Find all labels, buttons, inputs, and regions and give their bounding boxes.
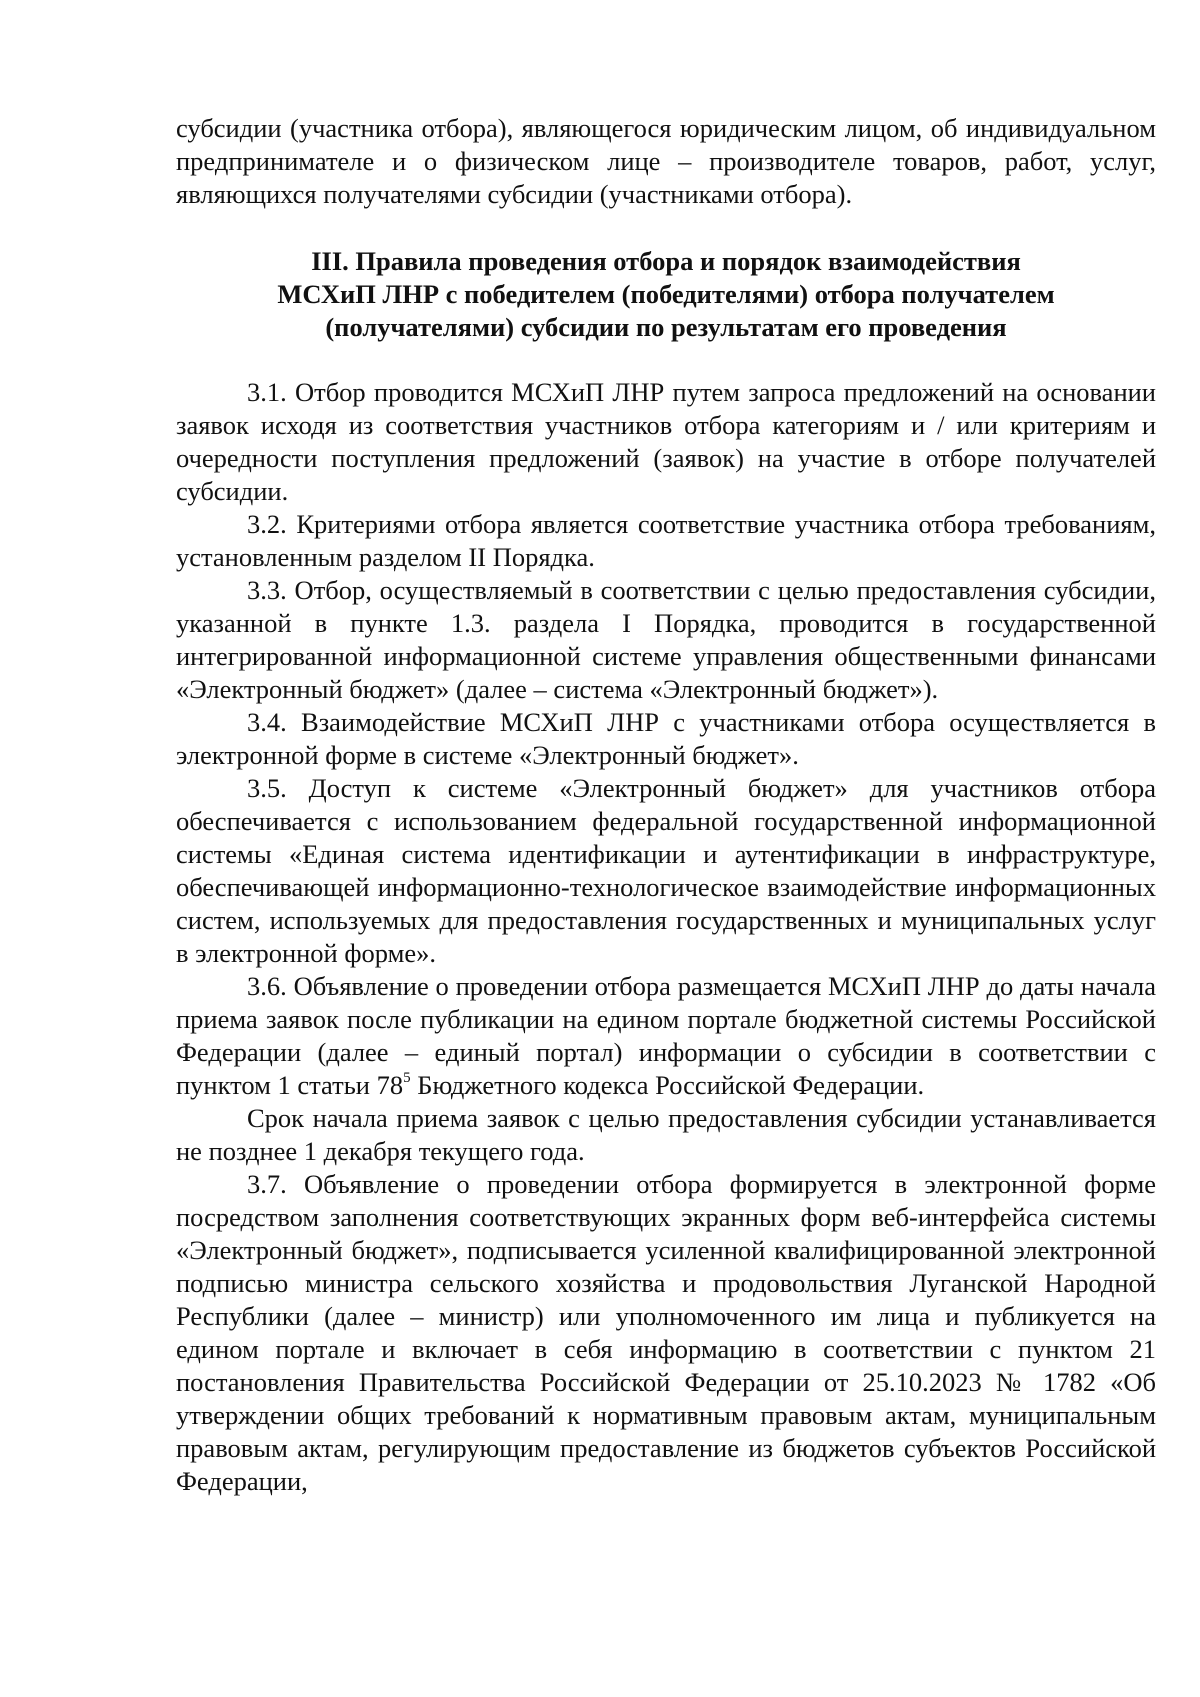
intro-paragraph: субсидии (участника отбора), являющегося юридическим лицом, об индивидуальном предпринимателе и о физическом лице – производителе товаров, работ, услуг, являющихся получателями субсидии (участниками отбора). [176, 113, 1156, 209]
paragraph-3-3: 3.3. Отбор, осуществляемый в соответствии с целью предоставления субсидии, указанной в пункте 1.3. раздела I Порядка, проводится в государственной интегрированной информационной системе управления общественными финансами «Электронный бюджет» (далее – система «Электронный бюджет»). [176, 575, 1156, 704]
article-superscript: 5 [403, 1070, 411, 1087]
paragraph-deadline: Срок начала приема заявок с целью предоставления субсидии устанавливается не позднее 1 декабря текущего года. [176, 1103, 1156, 1166]
paragraph-3-4: 3.4. Взаимодействие МСХиП ЛНР с участниками отбора осуществляется в электронной форме в системе «Электронный бюджет». [176, 707, 1156, 770]
section-heading [176, 245, 1156, 344]
paragraph-3-2: 3.2. Критериями отбора является соответствие участника отбора требованиям, установленным разделом II Порядка. [176, 509, 1156, 572]
section-heading-line-2: МСХиП ЛНР с победителем (победителями) отбора получателем [277, 279, 1055, 309]
paragraph-3-6-text: 3.6. Объявление о проведении отбора размещается МСХиП ЛНР до даты начала приема заявок после публикации на едином портале бюджетной системы Российской Федерации (далее – единый портал) информации о субсидии в соответствии с пунктом 1 статьи 78 [176, 971, 1156, 1100]
document-body [176, 112, 1156, 1498]
section-heading-line-1: III. Правила проведения отбора и порядок взаимодействия [311, 246, 1021, 276]
paragraph-3-6 [176, 970, 1156, 1102]
paragraph-3-6-tail: Бюджетного кодекса Российской Федерации. [410, 1070, 925, 1100]
paragraph-3-1: 3.1. Отбор проводится МСХиП ЛНР путем запроса предложений на основании заявок исходя из соответствия участников отбора категориям и / или критериям и очередности поступления предложений (заявок) на участие в отборе получателей субсидии. [176, 377, 1156, 506]
paragraph-3-5: 3.5. Доступ к системе «Электронный бюджет» для участников отбора обеспечивается с использованием федеральной государственной информационной системы «Единая система идентификации и аутентификации в инфраструктуре, обеспечивающей информационно-технологическое взаимодействие информационных систем, используемых для предоставления государственных и муниципальных услуг в электронной форме». [176, 773, 1156, 968]
section-heading-line-3: (получателями) субсидии по результатам его проведения [325, 312, 1007, 342]
paragraph-3-7: 3.7. Объявление о проведении отбора формируется в электронной форме посредством заполнения соответствующих экранных форм веб-интерфейса системы «Электронный бюджет», подписывается усиленной квалифицированной электронной подписью министра сельского хозяйства и продовольствия Луганской Народной Республики (далее – министр) или уполномоченного им лица и публикуется на едином портале и включает в себя информацию в соответствии с пунктом 21 постановления Правительства Российской Федерации от 25.10.2023 № 1782 «Об утверждении общих требований к нормативным правовым актам, муниципальным правовым актам, регулирующим предоставление из бюджетов субъектов Российской Федерации, [176, 1169, 1156, 1496]
